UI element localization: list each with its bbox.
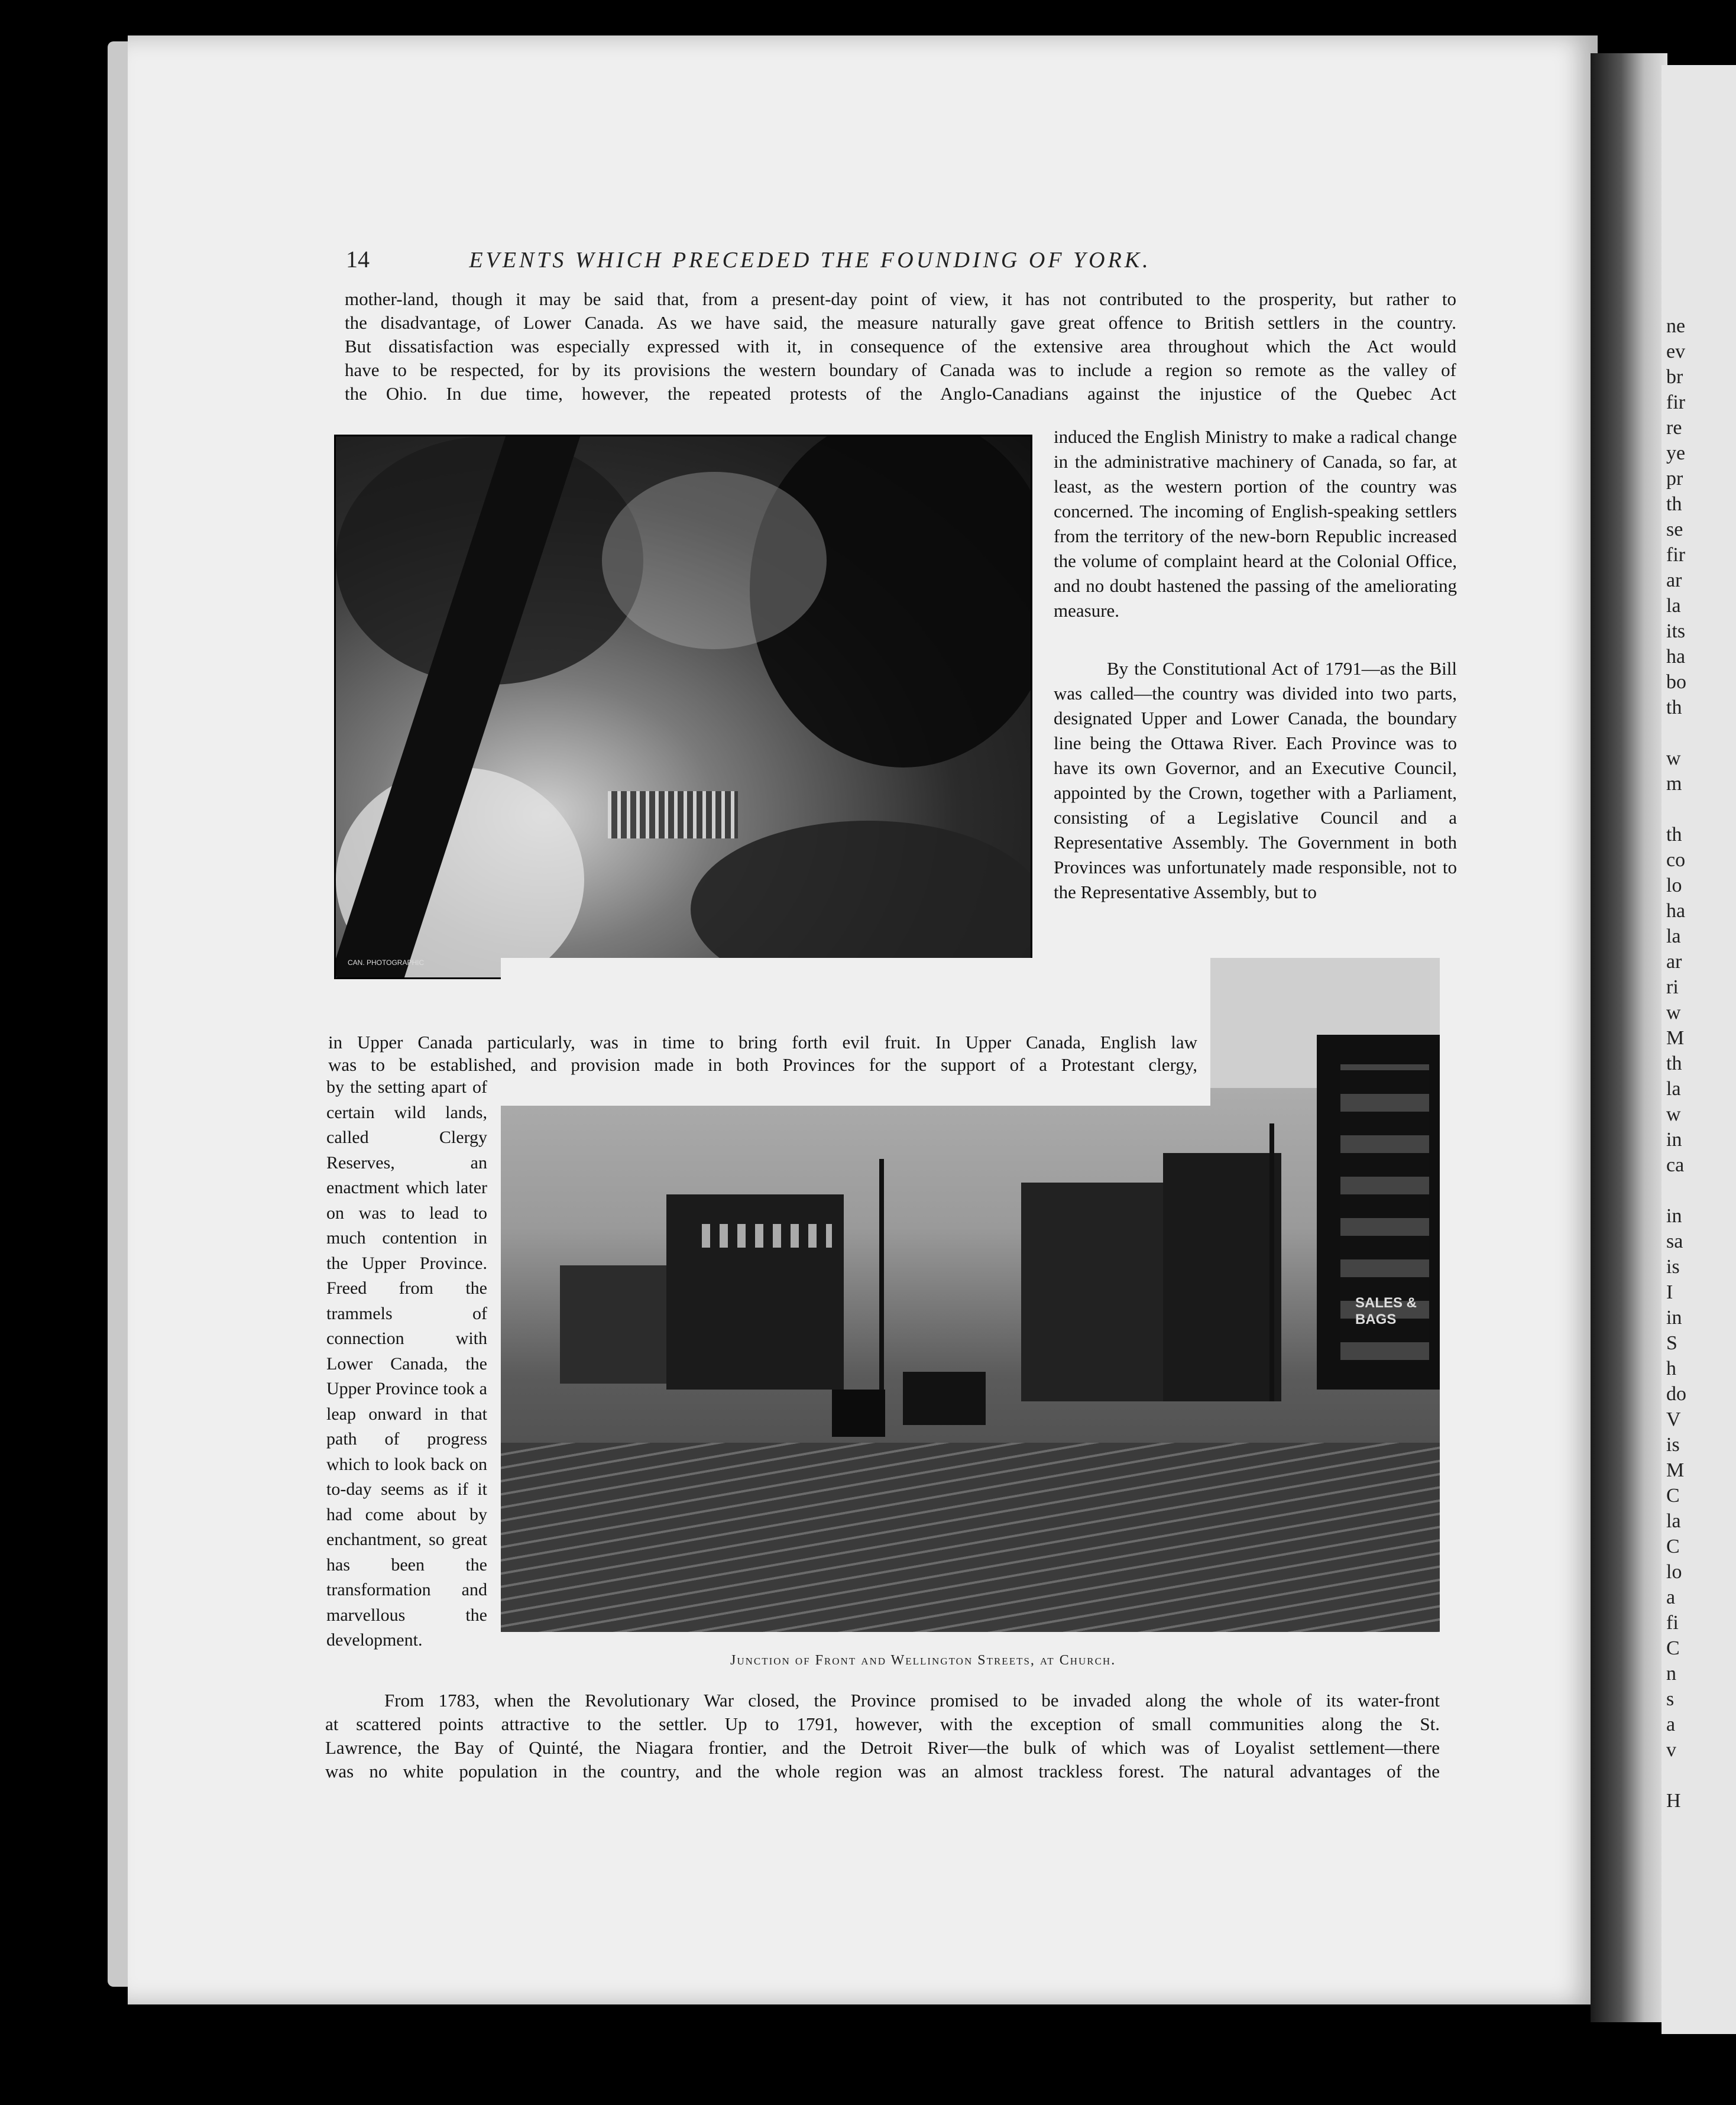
facing-page-fragment: th: [1666, 824, 1682, 846]
facing-page-fragment: lo: [1666, 1561, 1682, 1583]
facing-page-fragment: C: [1666, 1536, 1680, 1557]
facing-page-fragment: fi: [1666, 1612, 1679, 1634]
facing-page-fragment: v: [1666, 1739, 1676, 1761]
text-line: was to be established, and provision made in both Provinces for the support of a Protestant clergy,: [328, 1054, 1197, 1075]
facing-page-fragment: se: [1666, 519, 1683, 540]
paragraph-1-right: induced the English Ministry to make a radical change in the administrative machinery of Canada, so far, at least, as the western portion of the country was concerned. The incoming of English-speaking settlers from the territory of the new-born Republic increased the volume of complaint heard at the Colonial Office, and no doubt hastened the passing of the ameliorating measure.: [1054, 426, 1457, 621]
facing-page-fragment: H: [1666, 1790, 1681, 1812]
facing-page-fragment: a: [1666, 1586, 1676, 1608]
facing-page-fragment: is: [1666, 1256, 1680, 1278]
facing-page-fragment: ar: [1666, 569, 1682, 591]
facing-page-fragment: lo: [1666, 875, 1682, 896]
text-line: mother-land, though it may be said that, from a present-day point of view, it has not contributed to the prosperity, but rather to: [345, 289, 1456, 309]
facing-page-fragment: m: [1666, 773, 1682, 795]
facing-page-fragment: w: [1666, 1002, 1681, 1024]
facing-page-fragment: ne: [1666, 315, 1686, 337]
facing-page-fragment: bo: [1666, 671, 1686, 693]
facing-page-fragment: M: [1666, 1459, 1685, 1481]
photo-credit: CAN. PHOTOGRAPHIC: [348, 958, 425, 967]
facing-page-fragment: in: [1666, 1307, 1682, 1329]
text-line: From 1783, when the Revolutionary War closed, the Province promised to be invaded along the whole of its water-front: [384, 1690, 1440, 1711]
facing-page-fragment: M: [1666, 1027, 1685, 1049]
text-line: the disadvantage, of Lower Canada. As we have said, the measure naturally gave great offence to British settlers in the country.: [345, 312, 1456, 333]
text-line: the Ohio. In due time, however, the repeated protests of the Anglo-Canadians against the injustice of the Quebec Act: [345, 383, 1456, 404]
facing-page-fragment: w: [1666, 1103, 1681, 1125]
facing-page-fragment: ev: [1666, 341, 1686, 362]
facing-page-fragment: ha: [1666, 646, 1686, 668]
facing-page-fragment: la: [1666, 595, 1681, 617]
facing-page-fragment: ha: [1666, 900, 1686, 922]
page-gutter: [1591, 53, 1667, 2022]
facing-page: [1661, 65, 1736, 2034]
paragraph-2-left-column: by the setting apart of certain wild lands, called Clergy Reserves, an enactment which later on was to lead to much contention in the Upper Province. Freed from the trammels of connection with Lower Canada, the Upper Province took a leap onward in that path of progress which to look back on to-day seems as if it had come about by enchantment, so great has been the transformation and marvellous the development.: [326, 1077, 487, 1650]
facing-page-fragment: ca: [1666, 1154, 1685, 1176]
caption-front-wellington-streets: Junction of Front and Wellington Streets, at Church.: [730, 1653, 1116, 1668]
facing-page-fragment: w: [1666, 747, 1681, 769]
paragraph-2-right: By the Constitutional Act of 1791—as the Bill was called—the country was divided into two parts, designated Upper and Lower Canada, the boundary line being the Ottawa River. Each Province was to have its own Governor, and an Executive Council, appointed by the Crown, together with a Parliament, consisting of a Legislative Council and a Representative Assembly. The Government in both Provinces was unfortunately made responsible, not to the Representative Assembly, but to: [1054, 658, 1457, 902]
facing-page-fragment: sa: [1666, 1230, 1683, 1252]
facing-page-fragment: in: [1666, 1205, 1682, 1227]
facing-page-fragment: ar: [1666, 951, 1682, 973]
facing-page-fragment: th: [1666, 1052, 1682, 1074]
shop-sign: SALES & BAGS: [1355, 1295, 1417, 1327]
facing-page-fragment: do: [1666, 1383, 1686, 1405]
facing-page-fragment: a: [1666, 1714, 1676, 1735]
text-line: But dissatisfaction was especially expressed with it, in consequence of the extensive area throughout which the Act would: [345, 336, 1456, 357]
running-header: EVENTS WHICH PRECEDED THE FOUNDING OF YORK.: [469, 248, 1151, 273]
text-line: at scattered points attractive to the settler. Up to 1791, however, with the exception of small communities along the St.: [325, 1714, 1440, 1734]
facing-page-fragment: S: [1666, 1332, 1677, 1354]
facing-page-fragment: pr: [1666, 468, 1683, 490]
facing-page-fragment: th: [1666, 493, 1682, 515]
facing-page-fragment: C: [1666, 1637, 1680, 1659]
facing-page-fragment: its: [1666, 620, 1686, 642]
facing-page-fragment: re: [1666, 417, 1682, 439]
facing-page-fragment: la: [1666, 1078, 1681, 1100]
facing-page-fragment: h: [1666, 1358, 1676, 1379]
facing-page-fragment: in: [1666, 1129, 1682, 1151]
facing-page-fragment: s: [1666, 1688, 1675, 1710]
facing-page-fragment: is: [1666, 1434, 1680, 1456]
facing-page-fragment: fir: [1666, 544, 1686, 566]
facing-page-fragment: la: [1666, 1510, 1681, 1532]
facing-page-fragment: ri: [1666, 976, 1679, 998]
facing-page-fragment: ye: [1666, 442, 1686, 464]
facing-page-fragment: la: [1666, 925, 1681, 947]
facing-page-fragment: V: [1666, 1408, 1681, 1430]
facing-page-fragment: co: [1666, 849, 1686, 871]
text-line: in Upper Canada particularly, was in time to bring forth evil fruit. In Upper Canada, English law: [328, 1032, 1197, 1052]
facing-page-fragment: n: [1666, 1663, 1676, 1685]
text-line: was no white population in the country, and the whole region was an almost trackless forest. The natural advantages of the: [325, 1761, 1440, 1782]
facing-page-fragment: th: [1666, 697, 1682, 718]
facing-page-fragment: fir: [1666, 391, 1686, 413]
text-line: have to be respected, for by its provisions the western boundary of Canada was to include a region so remote as the valley of: [345, 360, 1456, 380]
photo-howard-street-bridge: [334, 435, 1032, 979]
facing-page-fragment: br: [1666, 366, 1683, 388]
text-line: Lawrence, the Bay of Quinté, the Niagara frontier, and the Detroit River—the bulk of which was of Loyalist settlement—there: [325, 1737, 1440, 1758]
facing-page-fragment: I: [1666, 1281, 1673, 1303]
page-number: 14: [346, 246, 370, 273]
facing-page-fragment: C: [1666, 1485, 1680, 1507]
